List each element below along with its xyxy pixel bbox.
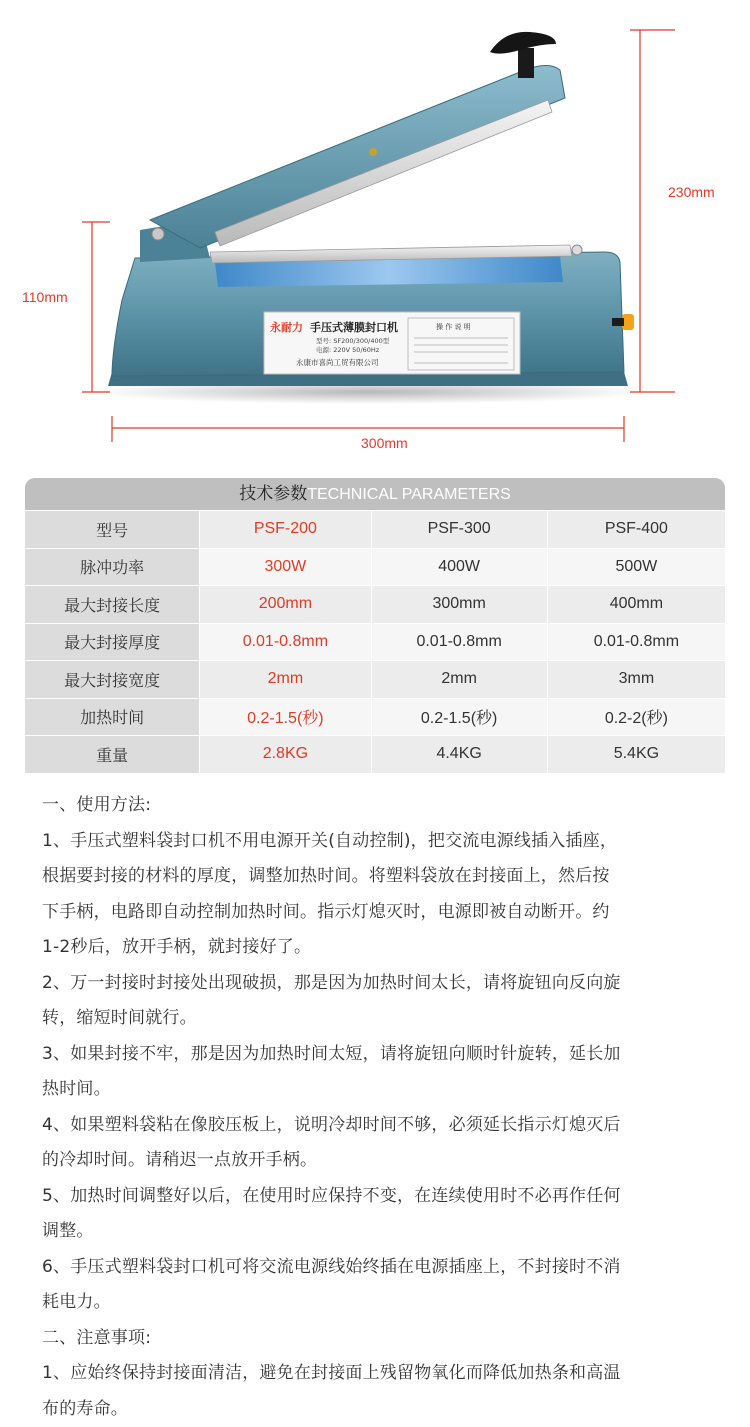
strip-screw [572, 245, 582, 255]
instruction-line: 3、如果封接不牢，那是因为加热时间太短，请将旋钮向顺时针旋转，延长加 [42, 1037, 722, 1073]
spec-table [25, 478, 725, 773]
psf-400-value: 5.4KG [547, 736, 725, 773]
psf-200-value: 2.8KG [199, 736, 370, 773]
instruction-line: 布的寿命。 [42, 1392, 722, 1427]
dim-height-base: 110mm [22, 289, 68, 305]
instruction-line: 调整。 [42, 1214, 722, 1250]
param-name: 加热时间 [25, 699, 199, 736]
psf-200-value: 2mm [199, 661, 370, 698]
psf-300-value: PSF-300 [371, 511, 547, 548]
label-company: 永康市喜尚工贸有限公司 [296, 357, 379, 367]
psf-400-value: PSF-400 [547, 511, 725, 548]
psf-200-value: 200mm [199, 586, 370, 623]
instruction-line: 1、应始终保持封接面清洁，避免在封接面上残留物氧化而降低加热条和高温 [42, 1356, 722, 1392]
psf-400-value: 0.2-2(秒) [547, 699, 725, 736]
usage-instructions [42, 788, 722, 1427]
param-name: 重量 [25, 736, 199, 773]
upper-strip [215, 100, 552, 246]
instruction-line: 2、万一封接时封接处出现破损，那是因为加热时间太长，请将旋钮向反向旋 [42, 966, 722, 1002]
instruction-line: 6、手压式塑料袋封口机可将交流电源线始终插在电源插座上，不封接时不消 [42, 1250, 722, 1286]
table-row [25, 548, 725, 586]
instruction-line: 下手柄，电路即自动控制加热时间。指示灯熄灭时，电源即被自动断开。约 [42, 895, 722, 931]
table-row [25, 623, 725, 661]
param-name: 型号 [25, 511, 199, 548]
instruction-line: 4、如果塑料袋粘在像胶压板上，说明冷却时间不够，必须延长指示灯熄灭后 [42, 1108, 722, 1144]
table-row [25, 698, 725, 736]
impulse-sealer-illustration [0, 0, 750, 470]
psf-300-value: 400W [371, 549, 547, 586]
psf-200-value: 0.01-0.8mm [199, 624, 370, 661]
arm-rivet [369, 148, 377, 156]
instruction-line: 转，缩短时间就行。 [42, 1001, 722, 1037]
table-row [25, 510, 725, 548]
instruction-line: 1-2秒后，放开手柄，就封接好了。 [42, 930, 722, 966]
instruction-line: 的冷却时间。请稍迟一点放开手柄。 [42, 1143, 722, 1179]
label-title: 手压式薄膜封口机 [310, 320, 398, 334]
param-name: 脉冲功率 [25, 549, 199, 586]
handle-stem [518, 48, 534, 78]
section-heading-usage: 一、使用方法: [42, 788, 722, 824]
psf-200-value: 300W [199, 549, 370, 586]
instruction-line: 热时间。 [42, 1072, 722, 1108]
psf-300-value: 0.01-0.8mm [371, 624, 547, 661]
param-name: 最大封接宽度 [25, 661, 199, 698]
table-row [25, 660, 725, 698]
table-row [25, 585, 725, 623]
param-name: 最大封接厚度 [25, 624, 199, 661]
psf-300-value: 300mm [371, 586, 547, 623]
psf-300-value: 4.4KG [371, 736, 547, 773]
product-figure [0, 0, 750, 470]
instruction-line: 耗电力。 [42, 1285, 722, 1321]
instruction-line: 1、手压式塑料袋封口机不用电源开关(自动控制)，把交流电源线插入插座， [42, 824, 722, 860]
table-title-cn: 技术参数 [239, 484, 307, 504]
psf-400-value: 3mm [547, 661, 725, 698]
label-power: 电源: 220V 50/60Hz [316, 345, 380, 354]
dim-height-total: 230mm [668, 184, 715, 200]
psf-400-value: 0.01-0.8mm [547, 624, 725, 661]
table-title-en: TECHNICAL PARAMETERS [307, 486, 511, 503]
table-row [25, 735, 725, 773]
psf-300-value: 0.2-1.5(秒) [371, 699, 547, 736]
psf-200-value: 0.2-1.5(秒) [199, 699, 370, 736]
section-heading-notes: 二、注意事项: [42, 1321, 722, 1357]
upper-arm [150, 65, 565, 248]
psf-400-value: 400mm [547, 586, 725, 623]
psf-400-value: 500W [547, 549, 725, 586]
param-name: 最大封接长度 [25, 586, 199, 623]
instruction-line: 5、加热时间调整好以后，在使用时应保持不变，在连续使用时不必再作任何 [42, 1179, 722, 1215]
dim-width: 300mm [361, 435, 408, 451]
label-model: 型号: SF200/300/400型 [316, 336, 390, 345]
label-ops-title: 操 作 说 明 [436, 322, 471, 331]
table-body [25, 510, 725, 773]
table-title [25, 478, 725, 510]
instruction-line: 根据要封接的材料的厚度，调整加热时间。将塑料袋放在封接面上，然后按 [42, 859, 722, 895]
hinge-screw [152, 228, 164, 240]
psf-300-value: 2mm [371, 661, 547, 698]
psf-200-value: PSF-200 [199, 511, 370, 548]
label-brand: 永耐力 [270, 320, 303, 334]
